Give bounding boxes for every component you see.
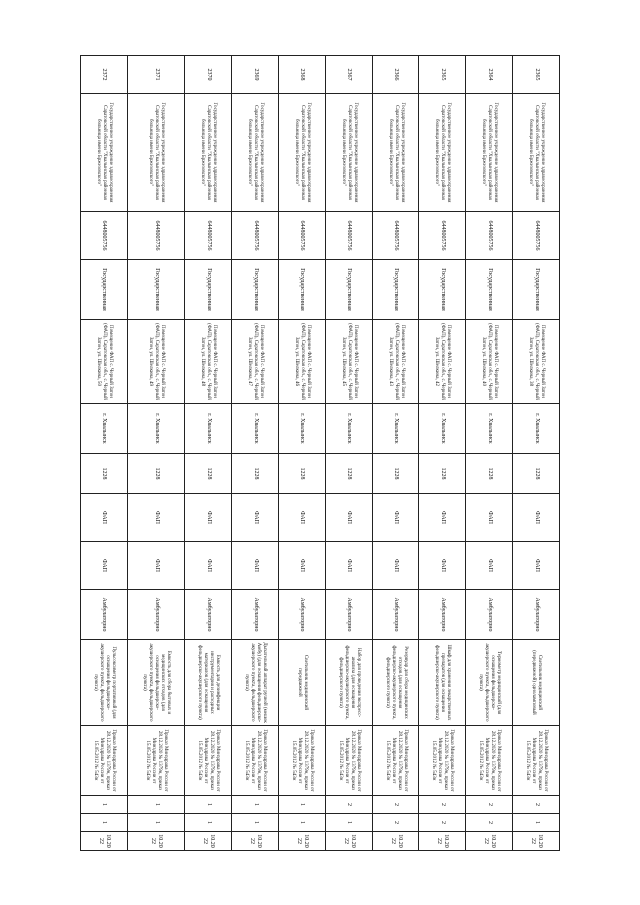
record-number-cell: 2368 — [278, 56, 325, 94]
ownership-form-cell: Государственная — [419, 260, 466, 320]
ownership-form-cell: Государственная — [127, 260, 184, 320]
record-number-cell: 2370 — [185, 56, 232, 94]
quantity-available-cell: 1 — [127, 814, 184, 832]
facility-address-cell: Помещение ФАП с. Черный Затон (ФАП), Саратовская обл., с. Черный Затон, ул. Шелкина, 47 — [232, 320, 279, 404]
facility-address-cell: Помещение ФАП с. Черный Затон (ФАП), Саратовская обл., с. Черный Затон, ул. Шелкина, 46 — [278, 320, 325, 404]
ownership-form-cell: Государственная — [278, 260, 325, 320]
equipment-description-cell: Емкость для сбора бытовых и медицинских отходов (для оснащения фельдшерско-акушерского пункта, фельдшерского пункта) — [127, 640, 184, 726]
quantity-available-cell: 2 — [419, 814, 466, 832]
code-cell: 1228 — [466, 454, 513, 494]
regulatory-basis-cell: Приказ Минздрава России от 28.12.2020 № 1379н, приказ Минздрава России от 15.05.2012 № 543н — [278, 726, 325, 796]
period-cell: 10.2022 — [513, 832, 560, 851]
facility-address-cell: Помещение ФАП с. Черный Затон (ФАП), Саратовская обл., с. Черный Затон, ул. Шелкина, 48 — [185, 320, 232, 404]
regulatory-basis-cell: Приказ Минздрава России от 28.12.2020 № 1379н, приказ Минздрава России от 15.05.2012 № 543н — [127, 726, 184, 796]
quantity-available-cell: 2 — [466, 814, 513, 832]
facility-subtype-cell: ФАП — [325, 542, 372, 590]
code-cell: 1228 — [278, 454, 325, 494]
record-number-cell: 2367 — [325, 56, 372, 94]
care-conditions-cell: Амбулаторно — [81, 590, 128, 640]
rotated-registry-table-container — [80, 55, 560, 850]
code-cell: 1228 — [325, 454, 372, 494]
locality-cell: г. Хвалынск — [513, 404, 560, 454]
care-conditions-cell: Амбулаторно — [278, 590, 325, 640]
regulatory-basis-cell: Приказ Минздрава России от 28.12.2020 № 1379н, приказ Минздрава России от 15.05.2012 № 543н — [372, 726, 419, 796]
organization-name-cell: Государственное учреждение здравоохранения Саратовской области "Хвалынская районная больница имени Бржезовского" — [466, 94, 513, 212]
registry-row — [419, 56, 466, 851]
record-number-cell: 2366 — [372, 56, 419, 94]
facility-type-cell: ФАП — [325, 494, 372, 542]
equipment-description-cell: Пульсоксиметр портативный (для оснащения фельдшерско-акушерского пункта, фельдшерского пункта) — [81, 640, 128, 726]
record-number-cell: 2365 — [513, 56, 560, 94]
organization-name-cell: Государственное учреждение здравоохранения Саратовской области "Хвалынская районная больница имени Бржезовского" — [127, 94, 184, 212]
facility-subtype-cell: ФАП — [419, 542, 466, 590]
period-cell: 10.2022 — [127, 832, 184, 851]
inn-cell: 6448005756 — [278, 212, 325, 260]
facility-type-cell: ФАП — [278, 494, 325, 542]
code-cell: 1228 — [372, 454, 419, 494]
quantity-available-cell: 2 — [372, 814, 419, 832]
ownership-form-cell: Государственная — [513, 260, 560, 320]
period-cell: 10.2022 — [372, 832, 419, 851]
facility-address-cell: Помещение ФАП с. Черный Затон (ФАП), Саратовская обл., с. Черный Затон, ул. Шелкина, 45 — [325, 320, 372, 404]
registry-row — [185, 56, 232, 851]
organization-name-cell: Государственное учреждение здравоохранения Саратовской области "Хвалынская районная больница имени Бржезовского" — [513, 94, 560, 212]
period-cell: 10.2022 — [232, 832, 279, 851]
quantity-required-cell: 1 — [81, 796, 128, 814]
facility-address-cell: Помещение ФАП с. Черный Затон (ФАП), Саратовская обл., с. Черный Затон, ул. Шелкина, 50 — [81, 320, 128, 404]
quantity-available-cell: 1 — [325, 814, 372, 832]
ownership-form-cell: Государственная — [466, 260, 513, 320]
record-number-cell: 2372 — [81, 56, 128, 94]
facility-subtype-cell: ФАП — [372, 542, 419, 590]
regulatory-basis-cell: Приказ Минздрава России от 28.12.2020 № 1379н, приказ Минздрава России от 15.05.2012 № 543н — [185, 726, 232, 796]
facility-type-cell: ФАП — [466, 494, 513, 542]
registry-row — [127, 56, 184, 851]
locality-cell: г. Хвалынск — [81, 404, 128, 454]
quantity-required-cell: 1 — [278, 796, 325, 814]
regulatory-basis-cell: Приказ Минздрава России от 28.12.2020 № 1379н, приказ Минздрава России от 15.05.2012 № 543н — [232, 726, 279, 796]
locality-cell: г. Хвалынск — [419, 404, 466, 454]
quantity-available-cell: 1 — [81, 814, 128, 832]
facility-type-cell: ФАП — [81, 494, 128, 542]
locality-cell: г. Хвалынск — [372, 404, 419, 454]
organization-name-cell: Государственное учреждение здравоохранения Саратовской области "Хвалынская районная больница имени Бржезовского" — [232, 94, 279, 212]
facility-type-cell: ФАП — [372, 494, 419, 542]
registry-row — [513, 56, 560, 851]
record-number-cell: 2371 — [127, 56, 184, 94]
equipment-description-cell: Набор для проведения экспресс-анализа (для оснащения фельдшерско-акушерского пункта, фельдшерского пункта) — [325, 640, 372, 726]
registry-row — [325, 56, 372, 851]
quantity-required-cell: 1 — [127, 796, 184, 814]
quantity-required-cell: 2 — [325, 796, 372, 814]
quantity-available-cell: 1 — [278, 814, 325, 832]
organization-name-cell: Государственное учреждение здравоохранения Саратовской области "Хвалынская районная больница имени Бржезовского" — [278, 94, 325, 212]
equipment-description-cell: Шкаф для хранения лекарственных препаратов (для оснащения фельдшерско-акушерского пункта) — [419, 640, 466, 726]
registry-row — [81, 56, 128, 851]
record-number-cell: 2364 — [466, 56, 513, 94]
equipment-description-cell: Светильник медицинский (передвижной) одноламповый — [513, 640, 560, 726]
inn-cell: 6448005756 — [466, 212, 513, 260]
locality-cell: г. Хвалынск — [278, 404, 325, 454]
organization-name-cell: Государственное учреждение здравоохранения Саратовской области "Хвалынская районная больница имени Бржезовского" — [81, 94, 128, 212]
care-conditions-cell: Амбулаторно — [325, 590, 372, 640]
care-conditions-cell: Амбулаторно — [372, 590, 419, 640]
registry-row — [372, 56, 419, 851]
care-conditions-cell: Амбулаторно — [185, 590, 232, 640]
quantity-available-cell: 1 — [513, 814, 560, 832]
facility-subtype-cell: ФАП — [81, 542, 128, 590]
registry-row — [466, 56, 513, 851]
facility-subtype-cell: ФАП — [232, 542, 279, 590]
code-cell: 1228 — [513, 454, 560, 494]
period-cell: 10.2022 — [81, 832, 128, 851]
record-number-cell: 2365 — [419, 56, 466, 94]
facility-type-cell: ФАП — [419, 494, 466, 542]
facility-address-cell: Помещение ФАП с. Черный Затон (ФАП), Саратовская обл., с. Черный Затон, ул. Шелкина, 40 — [466, 320, 513, 404]
inn-cell: 6448005756 — [185, 212, 232, 260]
registry-row — [232, 56, 279, 851]
code-cell: 1228 — [185, 454, 232, 494]
regulatory-basis-cell: Приказ Минздрава России от 28.12.2020 № 1379н, приказ Минздрава России от 15.05.2012 № 543н — [81, 726, 128, 796]
regulatory-basis-cell: Приказ Минздрава России от 28.12.2020 № 1379н, приказ Минздрава России от 15.05.2012 № 543н — [513, 726, 560, 796]
quantity-available-cell: 1 — [232, 814, 279, 832]
code-cell: 1228 — [232, 454, 279, 494]
equipment-description-cell: Дыхательный аппарат ручной (мешок Амбу) (для оснащения фельдшерско-акушерского пункта, фельдшерского пункта) — [232, 640, 279, 726]
code-cell: 1228 — [127, 454, 184, 494]
period-cell: 10.2022 — [278, 832, 325, 851]
period-cell: 10.2022 — [419, 832, 466, 851]
inn-cell: 6448005756 — [232, 212, 279, 260]
regulatory-basis-cell: Приказ Минздрава России от 28.12.2020 № 1379н, приказ Минздрава России от 15.05.2012 № 543н — [419, 726, 466, 796]
care-conditions-cell: Амбулаторно — [232, 590, 279, 640]
facility-subtype-cell: ФАП — [127, 542, 184, 590]
equipment-description-cell: Светильник медицинский передвижной — [278, 640, 325, 726]
organization-name-cell: Государственное учреждение здравоохранения Саратовской области "Хвалынская районная больница имени Бржезовского" — [185, 94, 232, 212]
facility-address-cell: Помещение ФАП с. Черный Затон (ФАП), Саратовская обл., с. Черный Затон, ул. Шелкина, 43 — [372, 320, 419, 404]
care-conditions-cell: Амбулаторно — [466, 590, 513, 640]
quantity-required-cell: 2 — [513, 796, 560, 814]
facility-subtype-cell: ФАП — [466, 542, 513, 590]
quantity-required-cell: 2 — [466, 796, 513, 814]
quantity-required-cell: 2 — [419, 796, 466, 814]
inn-cell: 6448005756 — [513, 212, 560, 260]
equipment-description-cell: Резервуар для сбора медицинских отходов (для оснащения фельдшерско-акушерского пункта, фельдшерского пункта) — [372, 640, 419, 726]
facility-type-cell: ФАП — [185, 494, 232, 542]
organization-name-cell: Государственное учреждение здравоохранения Саратовской области "Хвалынская районная больница имени Бржезовского" — [325, 94, 372, 212]
care-conditions-cell: Амбулаторно — [513, 590, 560, 640]
locality-cell: г. Хвалынск — [466, 404, 513, 454]
care-conditions-cell: Амбулаторно — [419, 590, 466, 640]
code-cell: 1228 — [419, 454, 466, 494]
period-cell: 10.2022 — [466, 832, 513, 851]
ownership-form-cell: Государственная — [372, 260, 419, 320]
quantity-required-cell: 1 — [232, 796, 279, 814]
facility-subtype-cell: ФАП — [278, 542, 325, 590]
quantity-available-cell: 1 — [185, 814, 232, 832]
quantity-required-cell: 2 — [372, 796, 419, 814]
ownership-form-cell: Государственная — [81, 260, 128, 320]
facility-address-cell: Помещение ФАП с. Черный Затон (ФАП), Саратовская обл., с. Черный Затон, ул. Шелкина, 42 — [419, 320, 466, 404]
ownership-form-cell: Государственная — [232, 260, 279, 320]
equipment-description-cell: Емкость для дезинфекции инструментария и расходных материалов (для оснащения фельдшерско-акушерского пункта) — [185, 640, 232, 726]
inn-cell: 6448005756 — [419, 212, 466, 260]
locality-cell: г. Хвалынск — [185, 404, 232, 454]
quantity-required-cell: 1 — [185, 796, 232, 814]
locality-cell: г. Хвалынск — [232, 404, 279, 454]
facility-type-cell: ФАП — [513, 494, 560, 542]
record-number-cell: 2369 — [232, 56, 279, 94]
regulatory-basis-cell: Приказ Минздрава России от 28.12.2020 № 1379н, приказ Минздрава России от 15.05.2012 № 543н — [466, 726, 513, 796]
facility-type-cell: ФАП — [127, 494, 184, 542]
locality-cell: г. Хвалынск — [325, 404, 372, 454]
facility-subtype-cell: ФАП — [513, 542, 560, 590]
equipment-registry-table — [80, 55, 560, 851]
ownership-form-cell: Государственная — [325, 260, 372, 320]
registry-row — [278, 56, 325, 851]
period-cell: 10.2022 — [325, 832, 372, 851]
facility-address-cell: Помещение ФАП с. Черный Затон (ФАП), Саратовская обл., с. Черный Затон, ул. Шелкина, 38 — [513, 320, 560, 404]
inn-cell: 6448005756 — [127, 212, 184, 260]
inn-cell: 6448005756 — [81, 212, 128, 260]
equipment-description-cell: Термометр медицинский (для оснащения фельдшерско-акушерского пункта, фельдшерского пункта) — [466, 640, 513, 726]
facility-type-cell: ФАП — [232, 494, 279, 542]
code-cell: 1228 — [81, 454, 128, 494]
regulatory-basis-cell: Приказ Минздрава России от 28.12.2020 № 1379н, приказ Минздрава России от 15.05.2012 № 543н — [325, 726, 372, 796]
organization-name-cell: Государственное учреждение здравоохранения Саратовской области "Хвалынская районная больница имени Бржезовского" — [419, 94, 466, 212]
period-cell: 10.2022 — [185, 832, 232, 851]
inn-cell: 6448005756 — [372, 212, 419, 260]
care-conditions-cell: Амбулаторно — [127, 590, 184, 640]
inn-cell: 6448005756 — [325, 212, 372, 260]
facility-address-cell: Помещение ФАП с. Черный Затон (ФАП), Саратовская обл., с. Черный Затон, ул. Шелкина, 49 — [127, 320, 184, 404]
facility-subtype-cell: ФАП — [185, 542, 232, 590]
locality-cell: г. Хвалынск — [127, 404, 184, 454]
ownership-form-cell: Государственная — [185, 260, 232, 320]
organization-name-cell: Государственное учреждение здравоохранения Саратовской области "Хвалынская районная больница имени Бржезовского" — [372, 94, 419, 212]
